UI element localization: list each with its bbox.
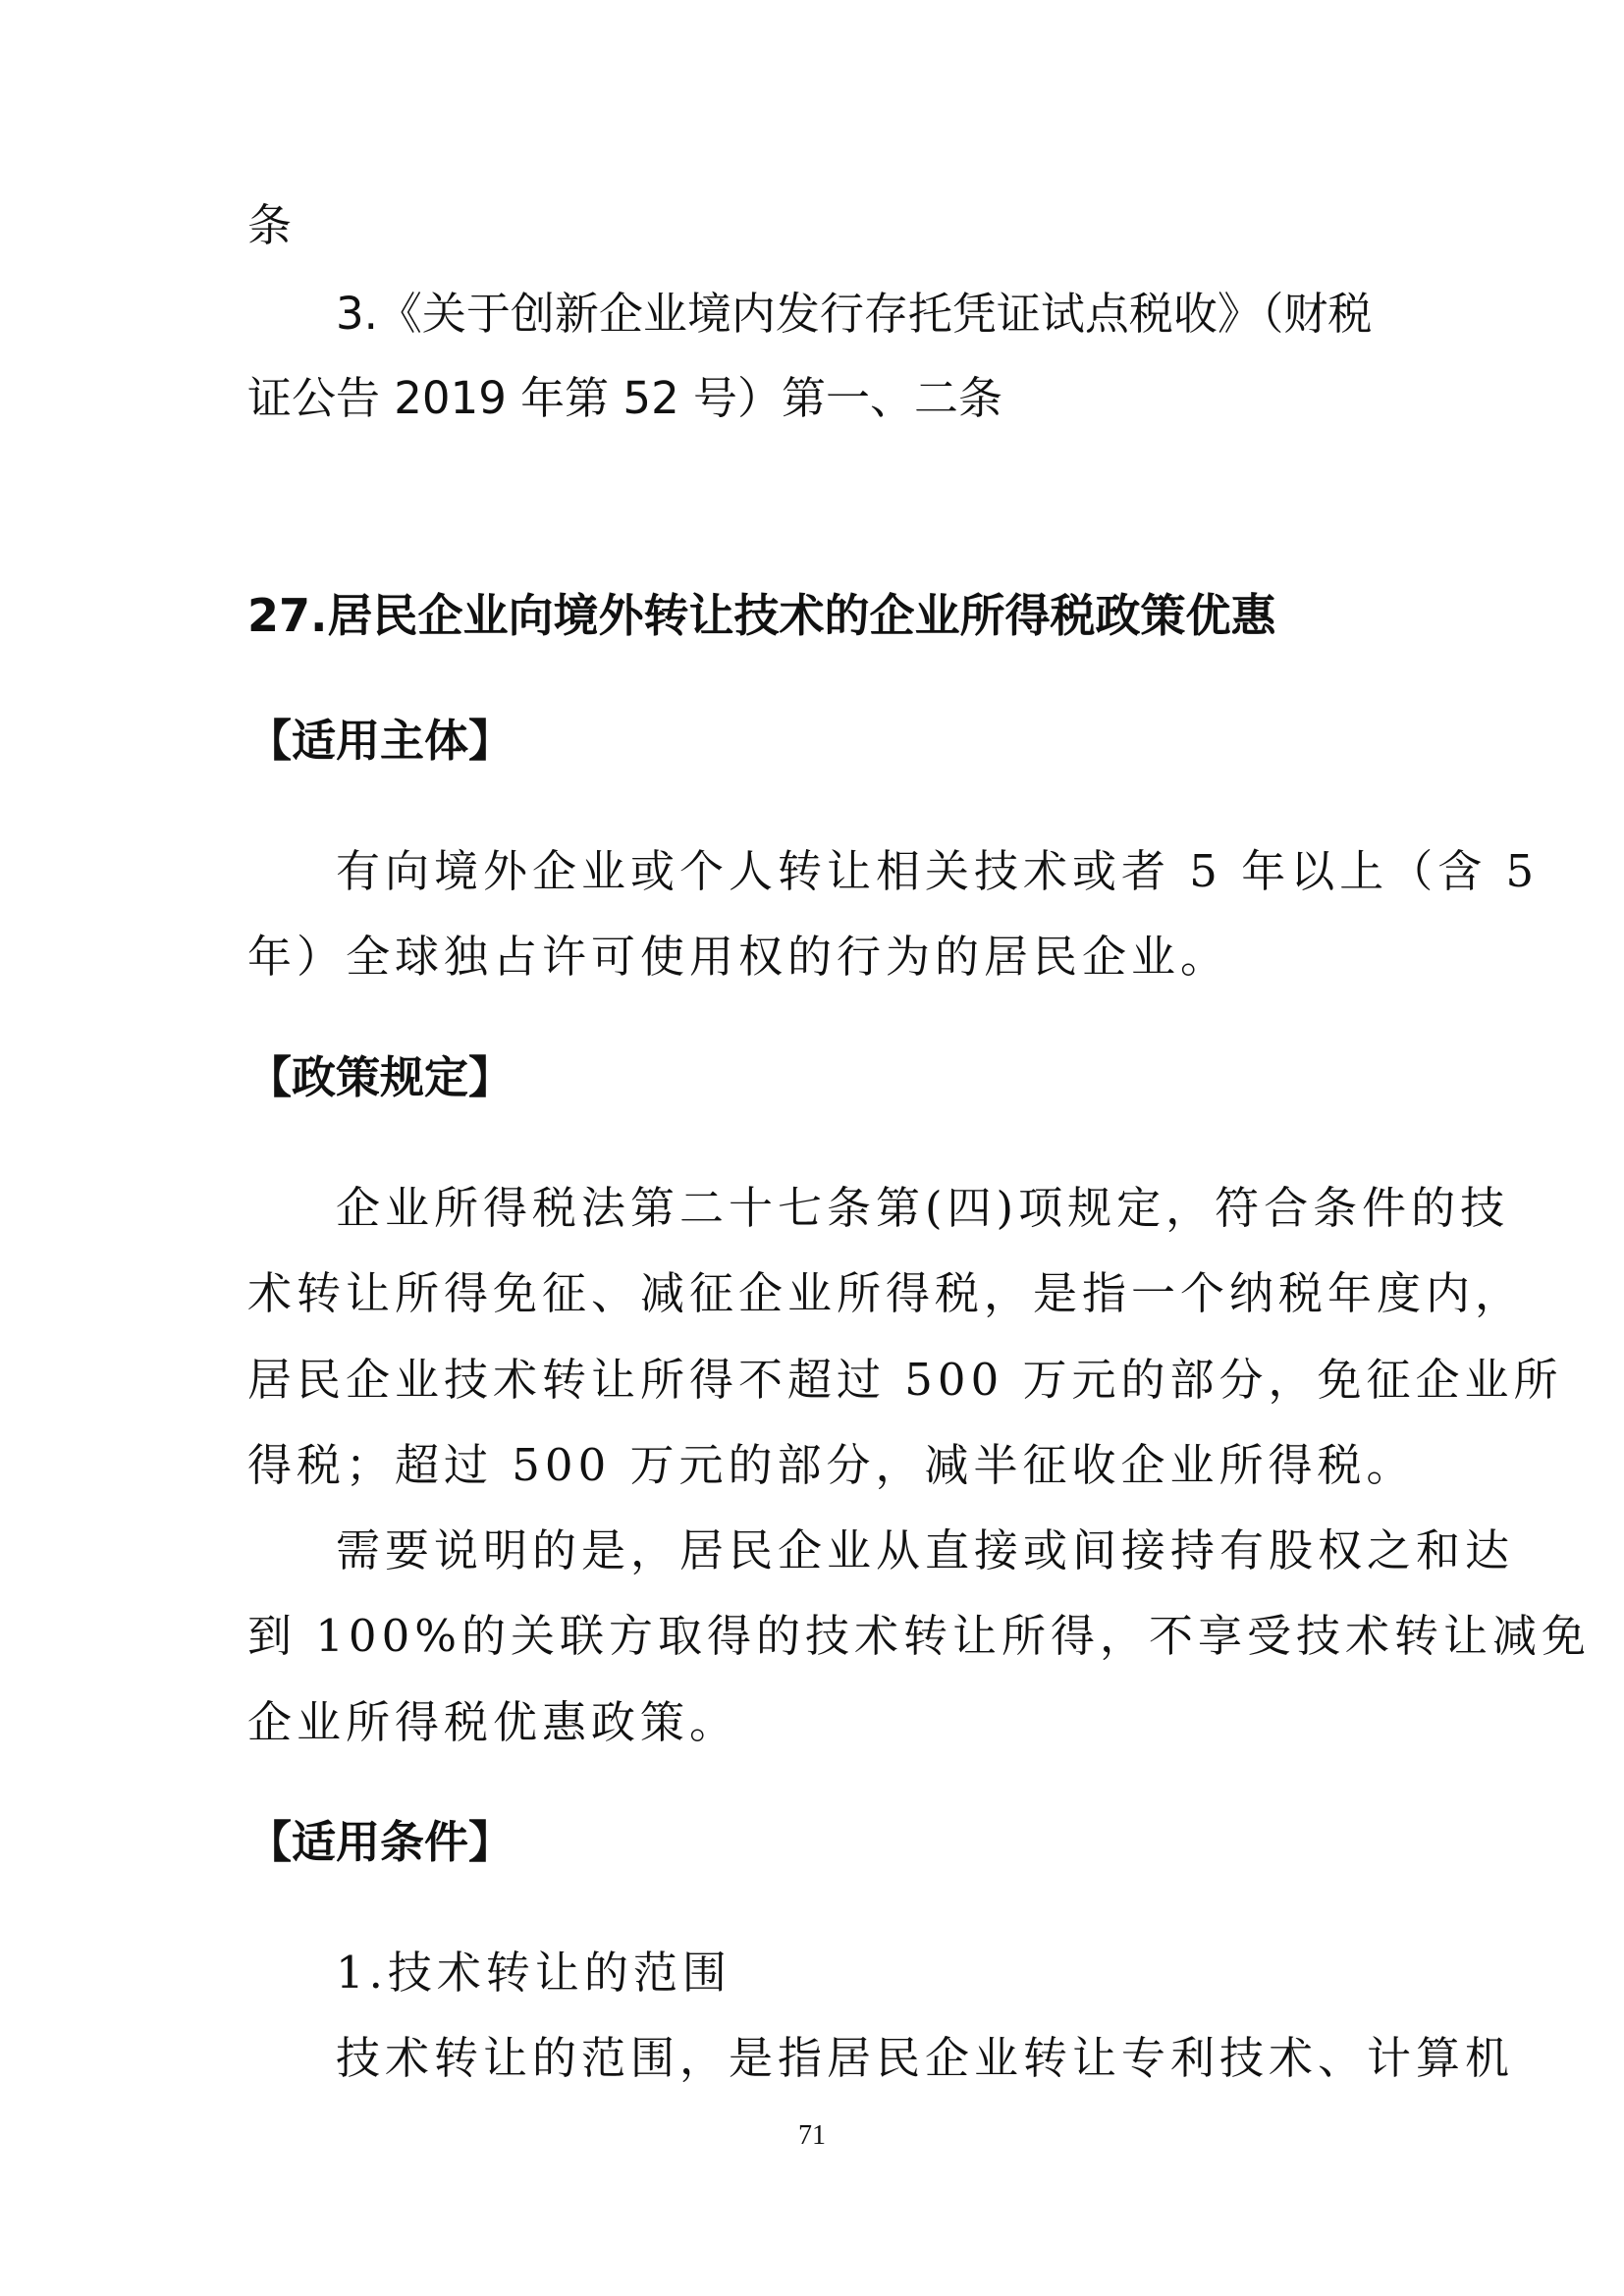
policy-para2-line3: 企业所得税优惠政策。 xyxy=(247,1696,739,1748)
policy-para1-line3: 居民企业技术转让所得不超过 500 万元的部分，免征企业所 xyxy=(247,1354,1563,1406)
subject-line-1: 有向境外企业或个人转让相关技术或者 5 年以上（含 5 xyxy=(336,845,1540,897)
policy-para1-line4: 得税；超过 500 万元的部分，减半征收企业所得税。 xyxy=(247,1439,1416,1491)
conditions-item1-title: 1.技术转让的范围 xyxy=(336,1947,731,1999)
prev-item-tail: 条 xyxy=(247,199,293,251)
policy-para1-line2: 术转让所得免征、减征企业所得税，是指一个纳税年度内， xyxy=(247,1267,1525,1319)
subject-label: 【适用主体】 xyxy=(247,715,514,767)
policy-label: 【政策规定】 xyxy=(247,1051,514,1103)
conditions-item1-line1: 技术转让的范围，是指居民企业转让专利技术、计算机 xyxy=(336,2032,1515,2084)
prev-item3-line1: 3.《关于创新企业境内发行存托凭证试点税收》（财税 xyxy=(336,288,1373,340)
policy-para1-line1: 企业所得税法第二十七条第(四)项规定，符合条件的技 xyxy=(336,1182,1510,1234)
subject-line-2: 年）全球独占许可使用权的行为的居民企业。 xyxy=(247,931,1230,983)
page-number: 71 xyxy=(798,2120,826,2151)
section-title: 27.居民企业向境外转让技术的企业所得税政策优惠 xyxy=(247,589,1276,642)
policy-para2-line1: 需要说明的是，居民企业从直接或间接持有股权之和达 xyxy=(336,1524,1515,1576)
conditions-label: 【适用条件】 xyxy=(247,1816,514,1868)
prev-item3-line2: 证公告 2019 年第 52 号）第一、二条 xyxy=(247,372,1002,424)
policy-para2-line2: 到 100%的关联方取得的技术转让所得，不享受技术转让减免 xyxy=(247,1610,1591,1662)
